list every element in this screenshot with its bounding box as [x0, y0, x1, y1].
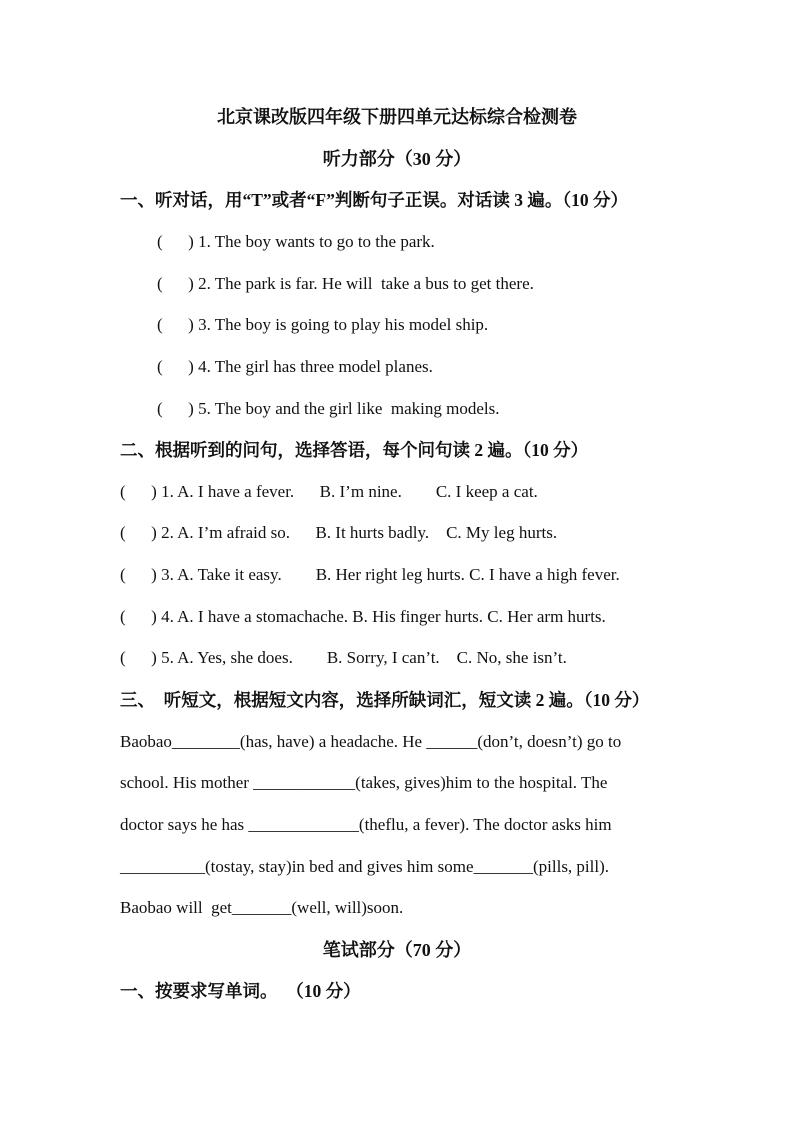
section3-heading: 三、 听短文，根据短文内容，选择所缺词汇，短文读 2 遍。（10 分） — [120, 690, 650, 710]
section1-item-1: ( ) 1. The boy wants to go to the park. — [157, 232, 435, 251]
section2-item-3: ( ) 3. A. Take it easy. B. Her right leg hurts. C. I have a high fever. — [120, 565, 620, 584]
section2-item-2: ( ) 2. A. I’m afraid so. B. It hurts badly. C. My leg hurts. — [120, 523, 558, 542]
section1-item-4: ( ) 4. The girl has three model planes. — [157, 357, 433, 376]
section1-item-3: ( ) 3. The boy is going to play his model ship. — [157, 315, 489, 334]
section3-passage-line-5: Baobao will get_______(well, will)soon. — [120, 898, 404, 917]
section1-heading: 一、听对话，用“T”或者“F”判断句子正误。对话读 3 遍。（10 分） — [120, 190, 628, 210]
section3-passage-line-4: __________(tostay, stay)in bed and gives him some_______(pills, pill). — [120, 857, 610, 876]
section2-item-1: ( ) 1. A. I have a fever. B. I’m nine. C. I keep a cat. — [120, 482, 538, 501]
section3-passage-line-2: school. His mother ____________(takes, gives)him to the hospital. The — [120, 773, 608, 792]
section1-item-5: ( ) 5. The boy and the girl like making models. — [157, 399, 500, 418]
section3-passage-line-1: Baobao________(has, have) a headache. He ______(don’t, doesn’t) go to — [120, 732, 622, 751]
section3-passage-line-3: doctor says he has _____________(theflu, a fever). The doctor asks him — [120, 815, 612, 834]
section2-heading: 二、根据听到的问句，选择答语，每个问句读 2 遍。（10 分） — [120, 440, 589, 460]
page-title: 北京课改版四年级下册四单元达标综合检测卷 — [217, 107, 577, 127]
listening-section-header: 听力部分（30 分） — [322, 149, 472, 169]
section1-item-2: ( ) 2. The park is far. He will take a bus to get there. — [157, 274, 534, 293]
written-section-header: 笔试部分（70 分） — [322, 940, 472, 960]
section2-item-5: ( ) 5. A. Yes, she does. B. Sorry, I can’t. C. No, she isn’t. — [120, 648, 567, 667]
section2-item-4: ( ) 4. A. I have a stomachache. B. His finger hurts. C. Her arm hurts. — [120, 607, 606, 626]
section4-heading: 一、按要求写单词。 （10 分） — [120, 981, 361, 1001]
